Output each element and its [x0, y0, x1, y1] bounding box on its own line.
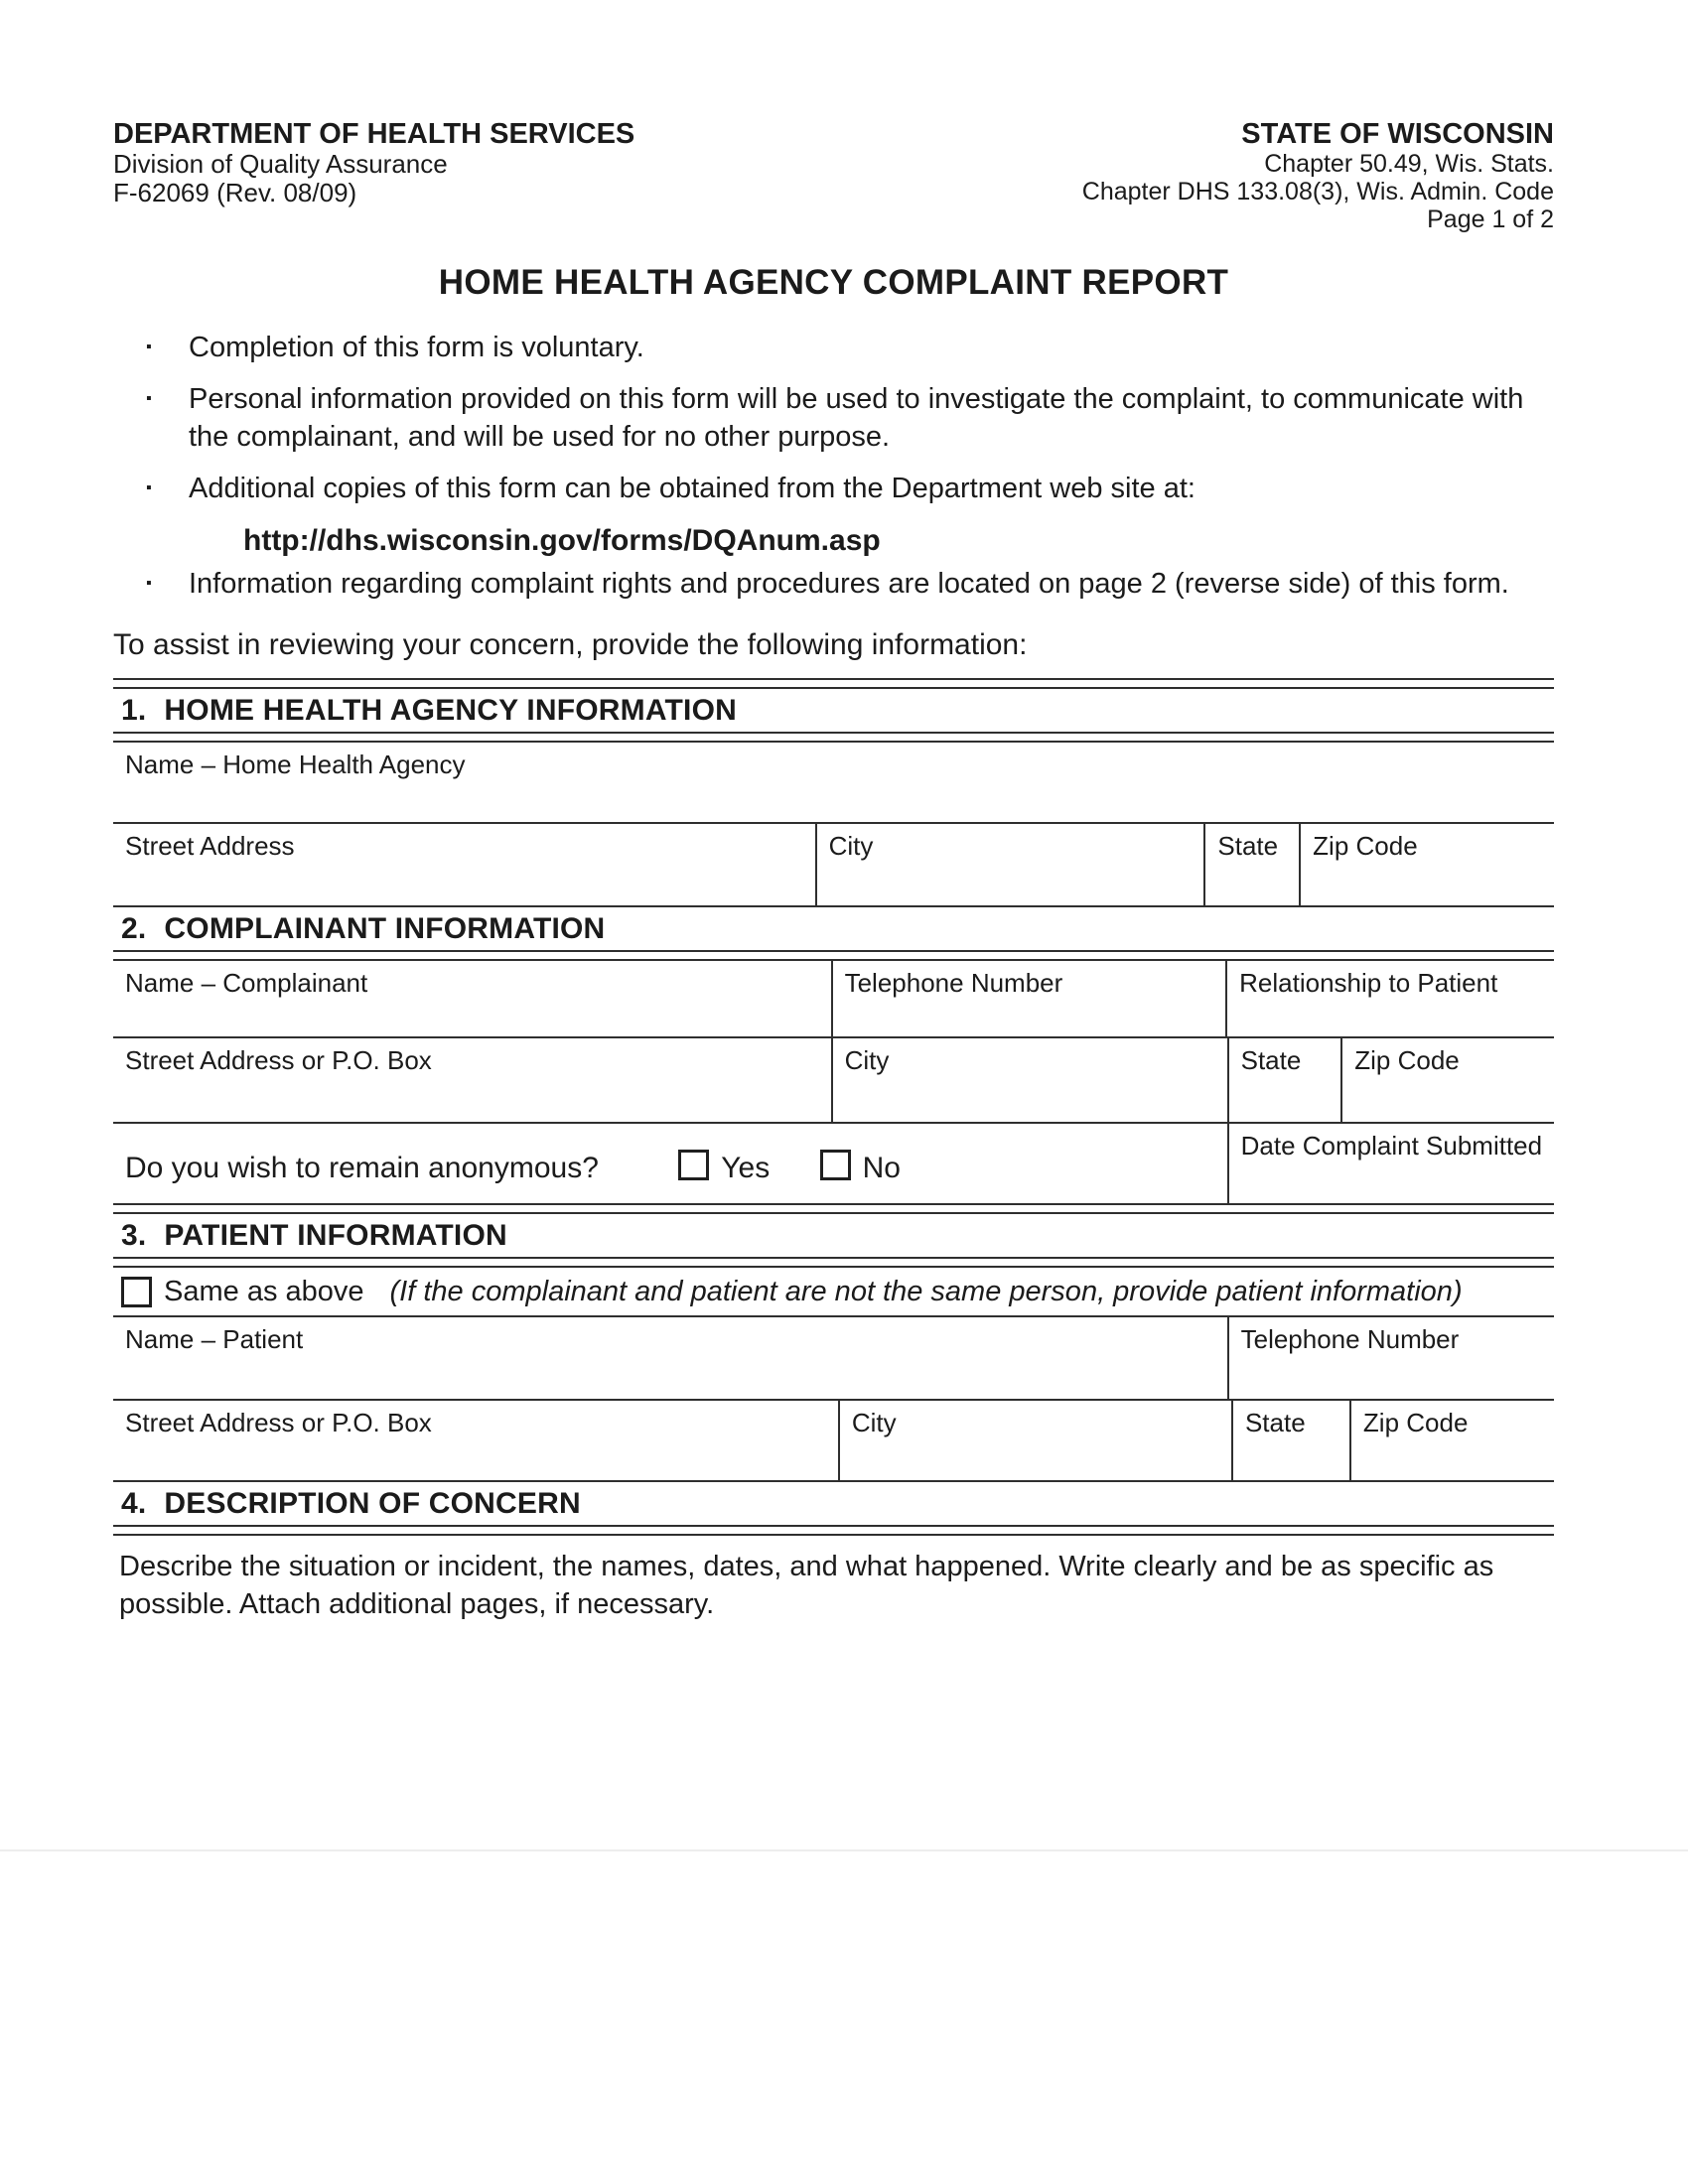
- intro-text: To assist in reviewing your concern, provide the following information:: [113, 628, 1028, 661]
- complaint-form: [113, 678, 1554, 1881]
- section-1-header: [113, 689, 1554, 732]
- division-name: Division of Quality Assurance: [113, 149, 448, 179]
- field-label: Date Complaint Submitted: [1240, 1131, 1543, 1160]
- divider: [113, 1257, 1554, 1268]
- divider: [113, 678, 1554, 689]
- table-row: [113, 824, 1554, 907]
- hha-zip-field[interactable]: [1299, 824, 1554, 905]
- bullet-text: Additional copies of this form can be obtained from the Department web site at:: [189, 473, 1196, 504]
- same-as-above-checkbox[interactable]: [121, 1277, 152, 1307]
- field-label: City: [844, 1045, 890, 1075]
- anonymous-question: Do you wish to remain anonymous?: [125, 1152, 599, 1184]
- statute-reference: Chapter 50.49, Wis. Stats.: [1264, 150, 1554, 178]
- form-url: http://dhs.wisconsin.gov/forms/DQAnum.asp: [243, 524, 881, 557]
- hha-state-field[interactable]: [1203, 824, 1299, 905]
- bullet-icon: [113, 380, 189, 456]
- field-label: Street Address: [125, 831, 295, 861]
- field-label: Zip Code: [1354, 1045, 1460, 1075]
- header-left-block: [113, 119, 634, 233]
- page-header: [113, 0, 1554, 233]
- section-number: 1.: [121, 694, 147, 727]
- bullet-text: Information regarding complaint rights and procedures are located on page 2 (reverse side) of this form.: [189, 568, 1509, 600]
- state-name: STATE OF WISCONSIN: [1241, 118, 1554, 150]
- hha-street-field[interactable]: [113, 824, 815, 905]
- date-submitted-field[interactable]: [1227, 1124, 1554, 1203]
- field-label: Name – Patient: [125, 1324, 304, 1354]
- page-indicator: Page 1 of 2: [1427, 205, 1554, 233]
- instruction-bullet: [113, 329, 1554, 366]
- field-label: City: [851, 1408, 897, 1437]
- bullet-text: Completion of this form is voluntary.: [189, 332, 644, 363]
- relationship-field[interactable]: [1225, 961, 1554, 1036]
- section-title: DESCRIPTION OF CONCERN: [164, 1487, 581, 1520]
- section-number: 4.: [121, 1487, 147, 1520]
- header-right-block: [1082, 119, 1554, 233]
- table-row: [113, 1317, 1554, 1401]
- field-label: Telephone Number: [1240, 1324, 1460, 1354]
- section-2-header: [113, 907, 1554, 950]
- hha-city-field[interactable]: [815, 824, 1204, 905]
- complainant-phone-field[interactable]: [831, 961, 1226, 1036]
- form-title: HOME HEALTH AGENCY COMPLAINT REPORT: [438, 263, 1229, 302]
- field-label: Street Address or P.O. Box: [125, 1408, 432, 1437]
- anonymous-no-checkbox[interactable]: [820, 1150, 851, 1180]
- field-label: Zip Code: [1313, 831, 1418, 861]
- table-row: [113, 1268, 1554, 1317]
- field-label: Relationship to Patient: [1239, 968, 1498, 998]
- patient-street-field[interactable]: [113, 1401, 838, 1480]
- field-label: State: [1240, 1045, 1302, 1075]
- same-as-above-area: [113, 1268, 1554, 1315]
- field-label: State: [1244, 1408, 1306, 1437]
- table-row: [113, 1401, 1554, 1482]
- yes-label: Yes: [721, 1152, 771, 1184]
- section-title: PATIENT INFORMATION: [164, 1219, 507, 1252]
- table-row: [113, 1038, 1554, 1124]
- form-number: F-62069 (Rev. 08/09): [113, 178, 357, 207]
- no-label: No: [862, 1152, 901, 1184]
- divider: [113, 950, 1554, 961]
- same-as-above-label: Same as above: [164, 1275, 364, 1307]
- field-label: Name – Home Health Agency: [125, 750, 466, 779]
- field-label: State: [1217, 831, 1279, 861]
- scan-artifact-line: [0, 1849, 1688, 1851]
- section-title: HOME HEALTH AGENCY INFORMATION: [164, 694, 737, 727]
- complainant-state-field[interactable]: [1227, 1038, 1341, 1122]
- instruction-bullet: [113, 380, 1554, 456]
- section-number: 3.: [121, 1219, 147, 1252]
- table-row: [113, 743, 1554, 824]
- admin-code-reference: Chapter DHS 133.08(3), Wis. Admin. Code: [1081, 178, 1554, 205]
- bullet-icon: [113, 565, 189, 603]
- description-instructions: Describe the situation or incident, the names, dates, and what happened. Write clearly and be as specific as possible. Attach additional pages, if necessary.: [119, 1551, 1494, 1620]
- table-row: [113, 1124, 1554, 1203]
- complainant-name-field[interactable]: [113, 961, 831, 1036]
- divider: [113, 732, 1554, 743]
- field-label: Street Address or P.O. Box: [125, 1045, 432, 1075]
- patient-city-field[interactable]: [838, 1401, 1231, 1480]
- complainant-zip-field[interactable]: [1340, 1038, 1554, 1122]
- patient-state-field[interactable]: [1231, 1401, 1349, 1480]
- bullet-icon: [113, 470, 189, 507]
- patient-phone-field[interactable]: [1227, 1317, 1554, 1399]
- complainant-street-field[interactable]: [113, 1038, 831, 1122]
- complainant-city-field[interactable]: [831, 1038, 1227, 1122]
- field-label: Name – Complainant: [125, 968, 368, 998]
- anonymous-question-area: [113, 1124, 1227, 1203]
- section-4-header: [113, 1482, 1554, 1525]
- field-label: City: [828, 831, 874, 861]
- hha-name-field[interactable]: [113, 743, 1554, 822]
- patient-zip-field[interactable]: [1349, 1401, 1554, 1480]
- bullet-icon: [113, 329, 189, 366]
- field-label: Telephone Number: [844, 968, 1063, 998]
- description-write-area[interactable]: [113, 1623, 1554, 1881]
- section-3-header: [113, 1214, 1554, 1257]
- bullet-text: Personal information provided on this form will be used to investigate the complaint, to communicate with the complainant, and will be used for no other purpose.: [189, 383, 1524, 453]
- divider: [113, 1525, 1554, 1536]
- section-number: 2.: [121, 912, 147, 945]
- department-name: DEPARTMENT OF HEALTH SERVICES: [113, 118, 635, 150]
- table-row: [113, 961, 1554, 1038]
- field-label: Zip Code: [1362, 1408, 1469, 1437]
- anonymous-yes-checkbox[interactable]: [678, 1150, 709, 1180]
- instruction-bullet: [113, 565, 1554, 603]
- instructions-list: [113, 329, 1554, 603]
- section-title: COMPLAINANT INFORMATION: [164, 912, 606, 945]
- instruction-bullet: [113, 470, 1554, 507]
- same-as-above-note: (If the complainant and patient are not the same person, provide patient information): [389, 1275, 1463, 1307]
- patient-name-field[interactable]: [113, 1317, 1227, 1399]
- divider: [113, 1203, 1554, 1214]
